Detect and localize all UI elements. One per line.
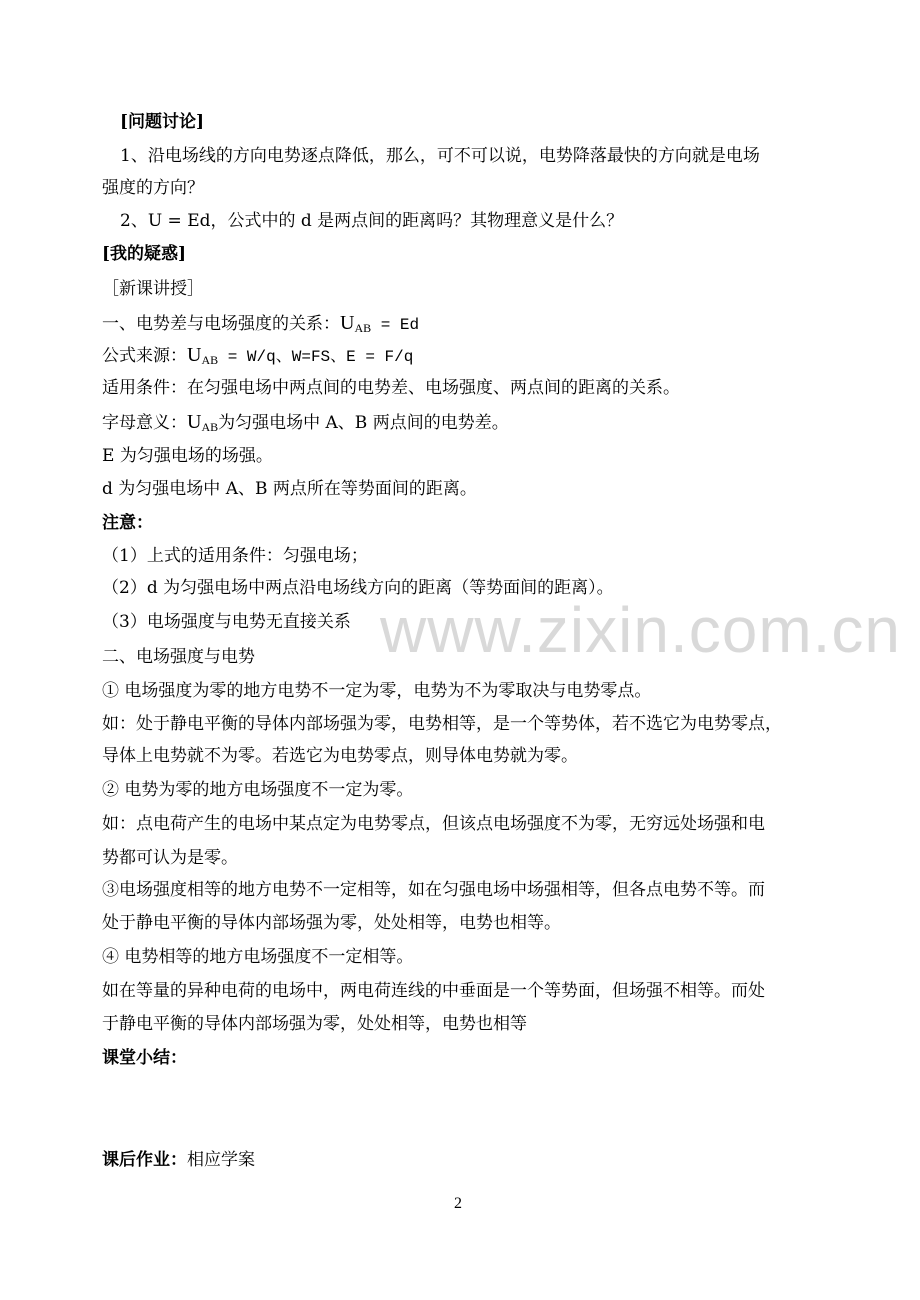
section-2-title: 二、电场强度与电势 — [102, 647, 255, 667]
note-item: （3）电场强度与电势无直接关系 — [102, 612, 351, 632]
applicable-condition: 适用条件：在匀强电场中两点间的电势差、电场强度、两点间的距离的关系。 — [102, 378, 680, 398]
note-item: （1）上式的适用条件：匀强电场； — [102, 546, 368, 566]
point-2-example-line-1: 如：点电荷产生的电场中某点定为电势零点，但该点电场强度不为零，无穷远处场强和电 — [102, 814, 765, 834]
formula-source-expression: = W/q、W=FS、E = F/q — [218, 348, 414, 366]
question-2: 2、U = Ed，公式中的 d 是两点间的距离吗？其物理意义是什么？ — [120, 211, 624, 231]
homework — [102, 1152, 255, 1169]
question-1-line-2: 强度的方向？ — [102, 178, 204, 198]
watermark: www.zixin.com.cn — [380, 594, 901, 666]
point-4-example-line-1: 如在等量的异种电荷的电场中，两电荷连线的中垂面是一个等势面，但场强不相等。而处 — [102, 981, 765, 1001]
question-1-line-1: 1、沿电场线的方向电势逐点降低，那么，可不可以说，电势降落最快的方向就是电场 — [120, 146, 760, 166]
lesson-heading: ［新课讲授］ — [102, 279, 204, 299]
point-3-line-2: 处于静电平衡的导体内部场强为零，处处相等，电势也相等。 — [102, 913, 561, 933]
point-4: ④ 电势相等的地方电场强度不一定相等。 — [102, 947, 414, 967]
point-4-example-line-2: 于静电平衡的导体内部场强为零，处处相等，电势也相等 — [102, 1014, 527, 1034]
doubts-heading: [我的疑惑] — [102, 244, 187, 264]
point-1: ① 电场强度为零的地方电势不一定为零，电势为不为零取决与电势零点。 — [102, 681, 652, 701]
section-1-title — [102, 313, 419, 334]
letter-meaning — [102, 412, 509, 433]
summary-label: 课堂小结： — [102, 1048, 187, 1068]
point-3-line-1: ③电场强度相等的地方电势不一定相等，如在匀强电场中场强相等，但各点电势不等。而 — [102, 880, 765, 900]
page-number: 2 — [454, 1195, 462, 1212]
u-symbol: U — [187, 344, 202, 366]
formula-source-prefix: 公式来源： — [102, 346, 187, 366]
note-item: （2）d 为匀强电场中两点沿电场线方向的距离（等势面间的距离）。 — [102, 578, 614, 598]
d-meaning: d 为匀强电场中 A、B 两点所在等势面间的距离。 — [102, 479, 477, 499]
e-meaning: E 为匀强电场的场强。 — [102, 446, 273, 466]
u-symbol: U — [340, 312, 355, 334]
point-2: ② 电势为零的地方电场强度不一定为零。 — [102, 780, 414, 800]
section-1-formula: = Ed — [371, 316, 420, 334]
point-2-example-line-2: 势都可认为是零。 — [102, 848, 238, 868]
homework-label: 课后作业： — [102, 1150, 187, 1170]
letter-meaning-suffix: 为匀强电场中 A、B 两点间的电势差。 — [218, 413, 509, 433]
notes-heading: 注意： — [102, 513, 153, 533]
formula-source — [102, 345, 413, 366]
homework-value: 相应学案 — [187, 1150, 255, 1170]
ab-subscript: AB — [354, 321, 372, 335]
ab-subscript: AB — [201, 353, 219, 367]
u-symbol: U — [187, 411, 202, 433]
discussion-heading: [问题讨论] — [120, 112, 205, 132]
letter-meaning-prefix: 字母意义： — [102, 413, 187, 433]
ab-subscript: AB — [201, 420, 219, 434]
point-1-example-line-1: 如：处于静电平衡的导体内部场强为零，电势相等，是一个等势体，若不选它为电势零点， — [102, 714, 782, 734]
section-1-title-prefix: 一、电势差与电场强度的关系： — [102, 314, 340, 334]
point-1-example-line-2: 导体上电势就不为零。若选它为电势零点，则导体电势就为零。 — [102, 746, 578, 766]
